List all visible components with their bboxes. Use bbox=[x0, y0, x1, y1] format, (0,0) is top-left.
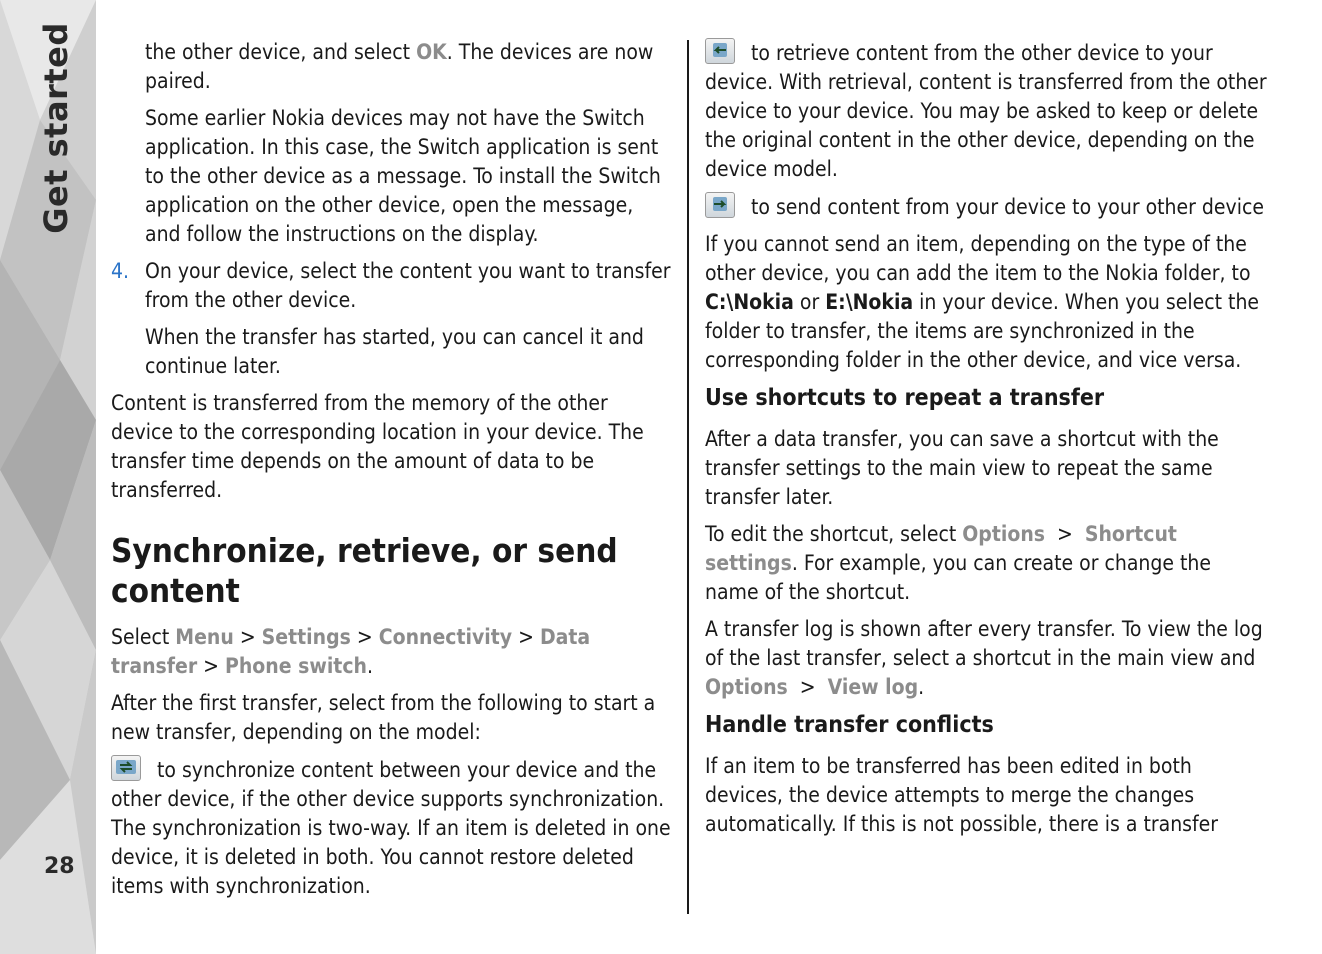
paragraph-save-shortcut: After a data transfer, you can save a shortcut with the transfer settings to the main view to repeat the same transfer later. bbox=[705, 427, 1219, 509]
section-heading: Synchronize, retrieve, or send content bbox=[111, 531, 618, 610]
path-data-transfer: Data transfer bbox=[111, 625, 591, 678]
paragraph-earlier-devices: Some earlier Nokia devices may not have the Switch application. In this case, the Switch application is sent to the other device as a message. To install the Switch application on the other device, open the message, and follow the instructions on the display. bbox=[145, 106, 661, 246]
step-4: 4. On your device, select the content you want to transfer from the other device. bbox=[111, 259, 671, 312]
heading-shortcuts: Use shortcuts to repeat a transfer bbox=[705, 385, 1105, 411]
paragraph-nokia-folder: If you cannot send an item, depending on the type of the other device, you can add the item to the Nokia folder, to C:\Nokia or E:\Nokia in your device. When you select the folder to transfer, the items are synchronized in the corresponding folder in the other device, and vice versa. bbox=[705, 232, 1260, 372]
send-icon bbox=[705, 192, 735, 218]
heading-conflicts: Handle transfer conflicts bbox=[705, 712, 994, 738]
path-menu: Menu bbox=[175, 625, 234, 649]
step-number: 4. bbox=[111, 259, 130, 283]
paragraph-transfer-log: A transfer log is shown after every transfer. To view the log of the last transfer, select a shortcut in the main view and Options > View log. bbox=[705, 617, 1263, 699]
paragraph-after-first-transfer: After the first transfer, select from the following to start a new transfer, depending on the model: bbox=[111, 691, 656, 744]
section-title: Get started bbox=[37, 22, 75, 234]
path-connectivity: Connectivity bbox=[378, 625, 513, 649]
sync-option: to synchronize content between your device and the other device, if the other device supports synchronization. The synchronization is two-way. If an item is deleted in one device, it is deleted in both. You cannot restore deleted items with synchronization. bbox=[111, 755, 673, 901]
send-option: to send content from your device to your other device bbox=[705, 192, 1270, 222]
menu-path: Select Menu > Settings > Connectivity > Data transfer > Phone switch. bbox=[111, 625, 591, 678]
paragraph-cancel: When the transfer has started, you can cancel it and continue later. bbox=[145, 325, 644, 378]
sidebar bbox=[0, 0, 96, 954]
paragraph-content-transferred: Content is transferred from the memory of the other device to the corresponding location in your device. The transfer time depends on the amount of data to be transferred. bbox=[111, 391, 644, 502]
sync-icon bbox=[111, 755, 141, 781]
right-column bbox=[705, 38, 1270, 847]
ok-menu-item: OK bbox=[416, 40, 447, 64]
paragraph-paired: the other device, and select OK. The devices are now paired. bbox=[145, 40, 654, 93]
paragraph-edit-shortcut: To edit the shortcut, select Options > Shortcut settings. For example, you can create or change the name of the shortcut. bbox=[705, 522, 1212, 604]
column-divider bbox=[687, 40, 689, 914]
retrieve-option: to retrieve content from the other device to your device. With retrieval, content is transferred from the other device to your device. You may be asked to keep or delete the original content in the other device, depending on the device model. bbox=[705, 38, 1270, 184]
path-phone-switch: Phone switch bbox=[225, 654, 367, 678]
paragraph-conflicts: If an item to be transferred has been edited in both devices, the device attempts to merge the changes automatically. If this is not possible, there is a transfer bbox=[705, 754, 1219, 836]
path-settings: Settings bbox=[261, 625, 351, 649]
retrieve-icon bbox=[705, 38, 735, 64]
left-column bbox=[111, 38, 673, 909]
page-number: 28 bbox=[44, 854, 75, 879]
